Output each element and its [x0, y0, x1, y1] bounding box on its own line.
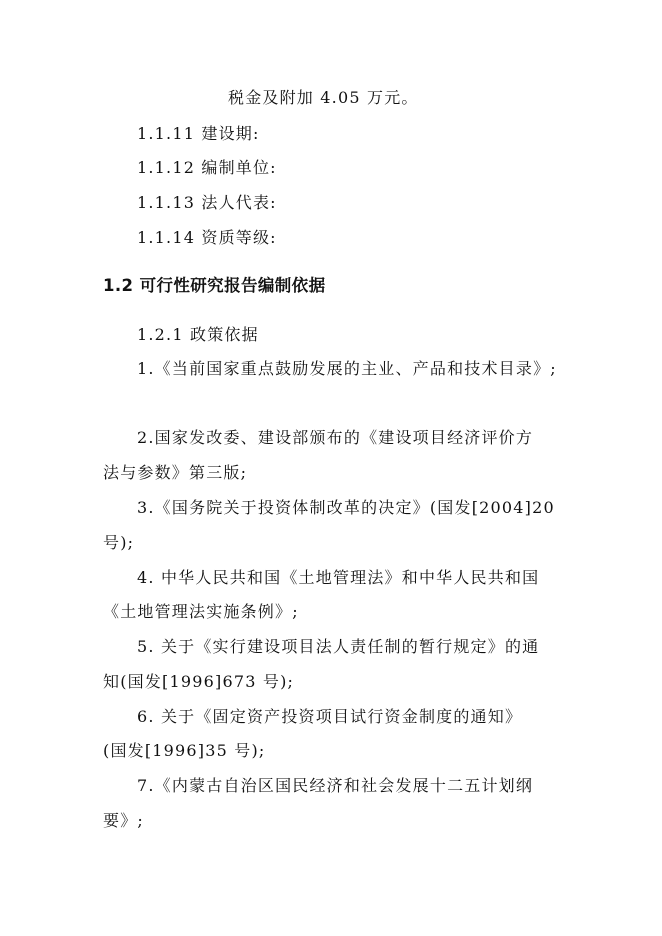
policy-item-1: 1.《当前国家重点鼓励发展的主业、产品和技术目录》;: [137, 359, 557, 378]
item-1-1-13: 1.1.13 法人代表:: [137, 193, 277, 212]
policy-item-4-line-1: 4. 中华人民共和国《土地管理法》和中华人民共和国: [137, 568, 540, 587]
tax-line: 税金及附加 4.05 万元。: [228, 88, 419, 107]
policy-item-6-line-1: 6. 关于《固定资产投资项目试行资金制度的通知》: [137, 707, 523, 726]
policy-item-4-line-2: 《土地管理法实施条例》;: [103, 602, 299, 621]
section-heading-1-2: 1.2 可行性研究报告编制依据: [103, 276, 326, 295]
policy-item-7-line-1: 7.《内蒙古自治区国民经济和社会发展十二五计划纲: [137, 776, 534, 795]
policy-item-2-line-2: 法与参数》第三版;: [103, 463, 248, 482]
policy-item-5-line-1: 5. 关于《实行建设项目法人责任制的暂行规定》的通: [137, 637, 540, 656]
item-1-1-14: 1.1.14 资质等级:: [137, 228, 277, 247]
subsection-1-2-1: 1.2.1 政策依据: [137, 325, 259, 344]
policy-item-3-line-2: 号);: [103, 533, 135, 552]
policy-item-7-line-2: 要》;: [103, 811, 144, 830]
item-1-1-11: 1.1.11 建设期:: [137, 124, 260, 143]
item-1-1-12: 1.1.12 编制单位:: [137, 158, 277, 177]
policy-item-2-line-1: 2.国家发改委、建设部颁布的《建设项目经济评价方: [137, 428, 534, 447]
policy-item-3-line-1: 3.《国务院关于投资体制改革的决定》(国发[2004]20: [137, 498, 555, 517]
policy-item-6-line-2: (国发[1996]35 号);: [103, 741, 266, 760]
policy-item-5-line-2: 知(国发[1996]673 号);: [103, 672, 295, 691]
